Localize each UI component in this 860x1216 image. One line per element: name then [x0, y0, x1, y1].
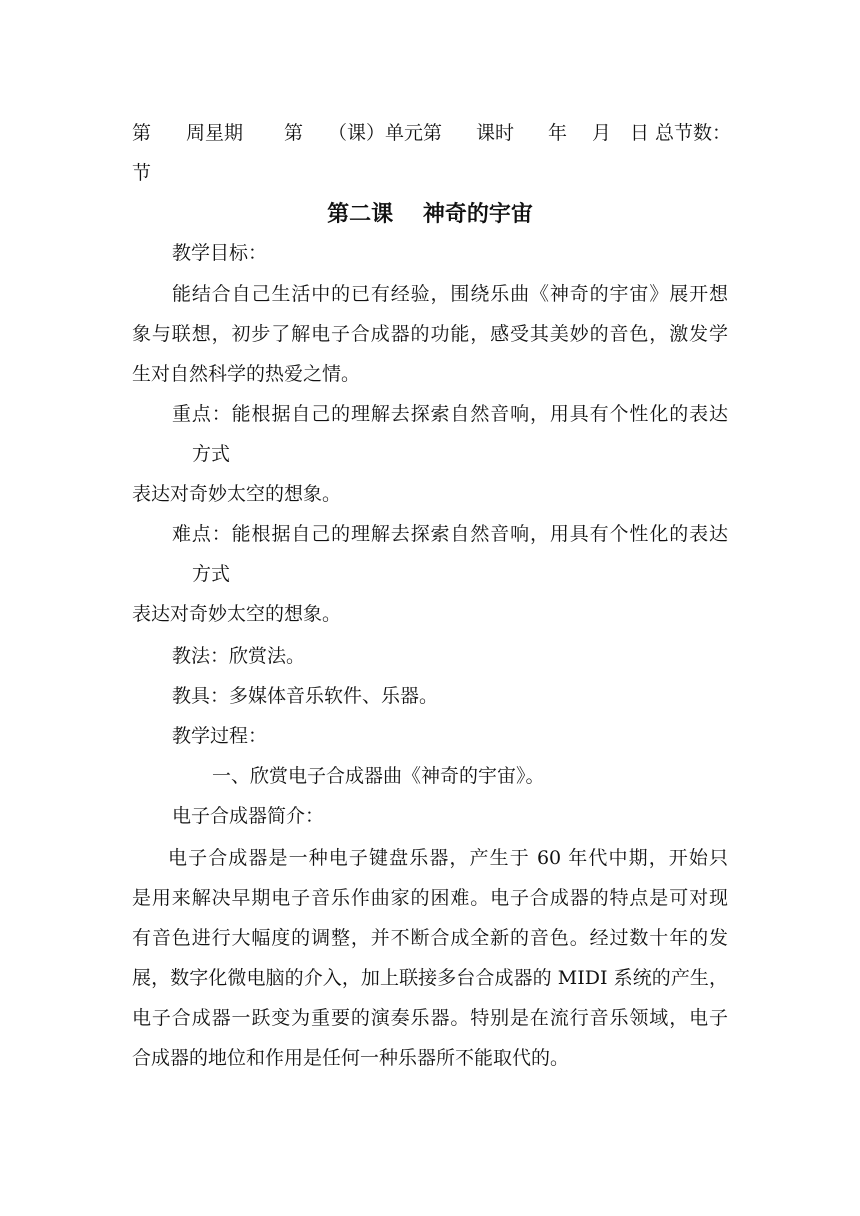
goal-line-3: 生对自然科学的热爱之情。 — [132, 363, 361, 385]
synth-paragraph-line-6: 合成器的地位和作用是任何一种乐器所不能取代的。 — [132, 1047, 570, 1069]
teaching-tools: 教具：多媒体音乐软件、乐器。 — [172, 685, 439, 707]
key-point-line-3: 表达对奇妙太空的想象。 — [132, 483, 342, 505]
header-day-total: 日 总节数： — [630, 122, 732, 144]
header-section-count: 节 — [132, 162, 152, 184]
teaching-method: 教法：欣赏法。 — [172, 645, 306, 667]
synth-paragraph-line-2: 是用来解决早期电子音乐作曲家的困难。电子合成器的特点是可对现 — [132, 887, 728, 909]
header-lesson-prefix: 第 — [284, 122, 304, 144]
header-week-prefix: 第 — [132, 122, 152, 144]
header-week-weekday: 周星期 — [186, 122, 244, 144]
synth-intro-label: 电子合成器简介： — [172, 805, 325, 827]
synth-paragraph-line-4: 展，数字化微电脑的介入，加上联接多台合成器的 MIDI 系统的产生， — [132, 967, 728, 989]
goal-line-1: 能结合自己生活中的已有经验，围绕乐曲《神奇的宇宙》展开想 — [172, 283, 728, 305]
header-month: 月 — [592, 122, 612, 144]
goal-line-2: 象与联想，初步了解电子合成器的功能，感受其美妙的音色，激发学 — [132, 323, 728, 345]
key-point-line-1: 重点：能根据自己的理解去探索自然音响，用具有个性化的表达 — [172, 403, 728, 425]
key-point-line-2: 方式 — [192, 443, 231, 465]
step-one: 一、欣赏电子合成器曲《神奇的宇宙》。 — [212, 765, 545, 787]
synth-paragraph-line-5: 电子合成器一跃变为重要的演奏乐器。特别是在流行音乐领域，电子 — [132, 1007, 728, 1029]
synth-paragraph-line-3: 有音色进行大幅度的调整，并不断合成全新的音色。经过数十年的发 — [132, 927, 728, 949]
header-period: 课时 — [476, 122, 515, 144]
difficulty-line-3: 表达对奇妙太空的想象。 — [132, 603, 342, 625]
synth-paragraph-line-1: 电子合成器是一种电子键盘乐器，产生于 60 年代中期，开始只 — [168, 847, 728, 869]
process-label: 教学过程： — [172, 725, 268, 747]
header-year: 年 — [548, 122, 568, 144]
page-title: 第二课 神奇的宇宙 — [327, 202, 533, 227]
lesson-header — [132, 118, 732, 146]
header-unit: （课）单元第 — [328, 122, 443, 144]
difficulty-line-2: 方式 — [192, 563, 231, 585]
difficulty-line-1: 难点：能根据自己的理解去探索自然音响，用具有个性化的表达 — [172, 523, 728, 545]
goal-label: 教学目标： — [172, 242, 268, 264]
